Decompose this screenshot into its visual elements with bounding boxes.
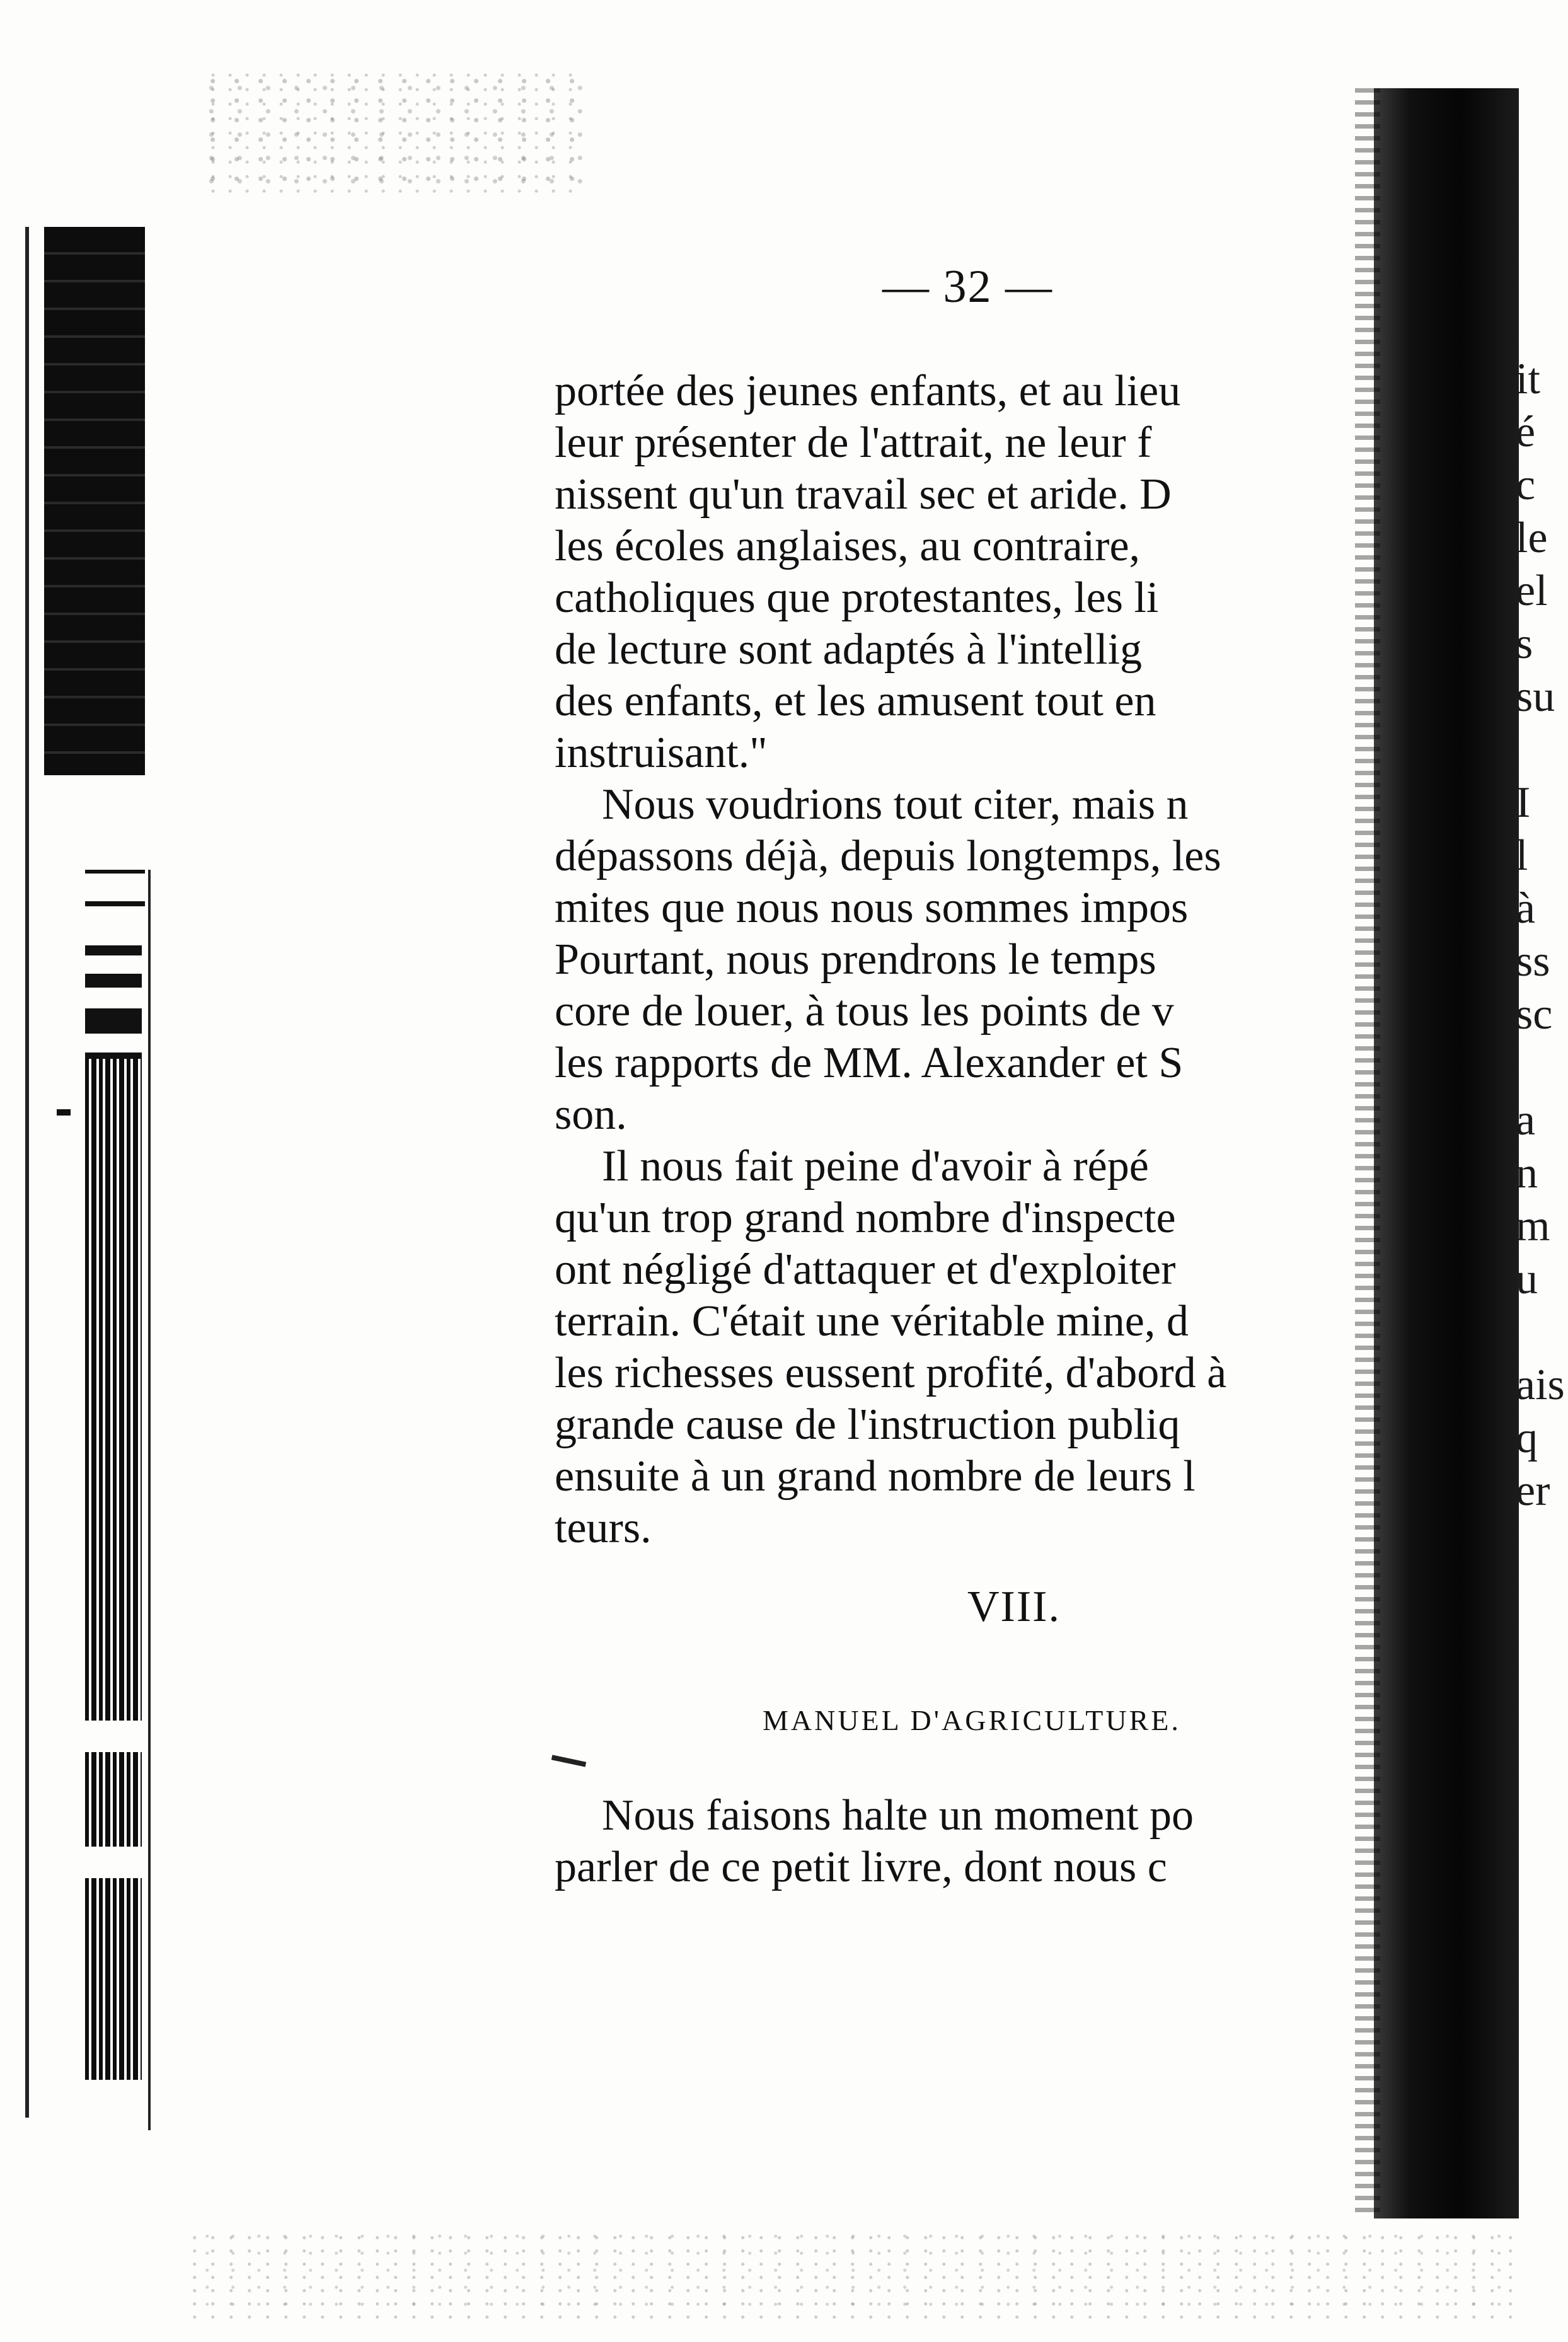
text-line: les écoles anglaises, au contraire,	[555, 522, 1141, 570]
text-line: teurs.	[555, 1504, 652, 1552]
text-line: ont négligé d'attaquer et d'exploiter	[555, 1245, 1176, 1294]
bleed-fragment: er	[1516, 1467, 1550, 1515]
text-line: leur présenter de l'attrait, ne leur f	[555, 418, 1152, 467]
text-line: dépassons déjà, depuis longtemps, les	[555, 832, 1221, 880]
text-line: portée des jeunes enfants, et au lieu	[555, 367, 1181, 415]
text-line: mites que nous nous sommes impos	[555, 884, 1189, 932]
bleed-fragment: it	[1516, 355, 1540, 403]
scan-noise-bottom	[189, 2231, 1513, 2319]
bleed-fragment: el	[1516, 567, 1548, 615]
section-title: MANUEL D'AGRICULTURE.	[763, 1704, 1181, 1736]
text-line: de lecture sont adaptés à l'intellig	[555, 625, 1143, 674]
bleed-fragment: à	[1516, 884, 1536, 933]
text-line: Pourtant, nous prendrons le temps	[555, 935, 1156, 984]
bleed-fragment	[1516, 1041, 1568, 1094]
text-line: son.	[555, 1090, 627, 1139]
bleed-fragment: u	[1516, 1255, 1538, 1303]
bleed-through-text	[1516, 353, 1568, 1518]
bleed-fragment: é	[1516, 408, 1536, 456]
bleed-fragment	[1516, 724, 1568, 776]
text-line: parler de ce petit livre, dont nous c	[555, 1843, 1167, 1891]
bleed-fragment: ais	[1516, 1361, 1565, 1409]
section-number: VIII.	[967, 1583, 1061, 1631]
text-line: instruisant."	[555, 729, 768, 777]
bleed-fragment: I	[1516, 778, 1531, 827]
page-number: — 32 —	[882, 261, 1053, 313]
ink-mark	[551, 1755, 586, 1767]
bleed-fragment: s	[1516, 620, 1533, 668]
text-line: grande cause de l'instruction publiq	[555, 1400, 1180, 1449]
bleed-fragment: c	[1516, 461, 1536, 509]
bleed-fragment: a	[1516, 1096, 1536, 1145]
text-line: des enfants, et les amusent tout en	[555, 677, 1156, 725]
bleed-fragment: sc	[1516, 990, 1553, 1039]
text-line: les richesses eussent profité, d'abord à	[555, 1349, 1227, 1397]
text-line: ensuite à un grand nombre de leurs l	[555, 1452, 1196, 1501]
scan-noise-top	[208, 69, 586, 195]
bleed-fragment: q	[1516, 1414, 1538, 1462]
text-line: Il nous fait peine d'avoir à répé	[602, 1142, 1149, 1191]
body-text-block-2	[555, 1790, 1380, 1893]
text-line: Nous faisons halte un moment po	[602, 1791, 1194, 1840]
text-line: core de louer, à tous les points de v	[555, 987, 1174, 1035]
bleed-fragment: le	[1516, 514, 1548, 562]
bleed-fragment: ss	[1516, 937, 1550, 986]
text-line: terrain. C'était une véritable mine, d	[555, 1297, 1189, 1346]
body-text-block	[555, 366, 1380, 1554]
text-line: catholiques que protestantes, les li	[555, 574, 1159, 622]
text-line: les rapports de MM. Alexander et S	[555, 1039, 1184, 1087]
scan-edge-left	[0, 0, 164, 2342]
text-line: Nous voudrions tout citer, mais n	[602, 780, 1189, 829]
bleed-fragment	[1516, 1306, 1568, 1359]
text-line: qu'un trop grand nombre d'inspecte	[555, 1194, 1176, 1242]
bleed-fragment: m	[1516, 1202, 1550, 1250]
text-line: nissent qu'un travail sec et aride. D	[555, 470, 1172, 519]
bleed-fragment: l	[1516, 831, 1528, 880]
bleed-fragment: n	[1516, 1149, 1538, 1197]
bleed-fragment: su	[1516, 672, 1555, 721]
scan-shadow-band	[1374, 88, 1519, 2218]
